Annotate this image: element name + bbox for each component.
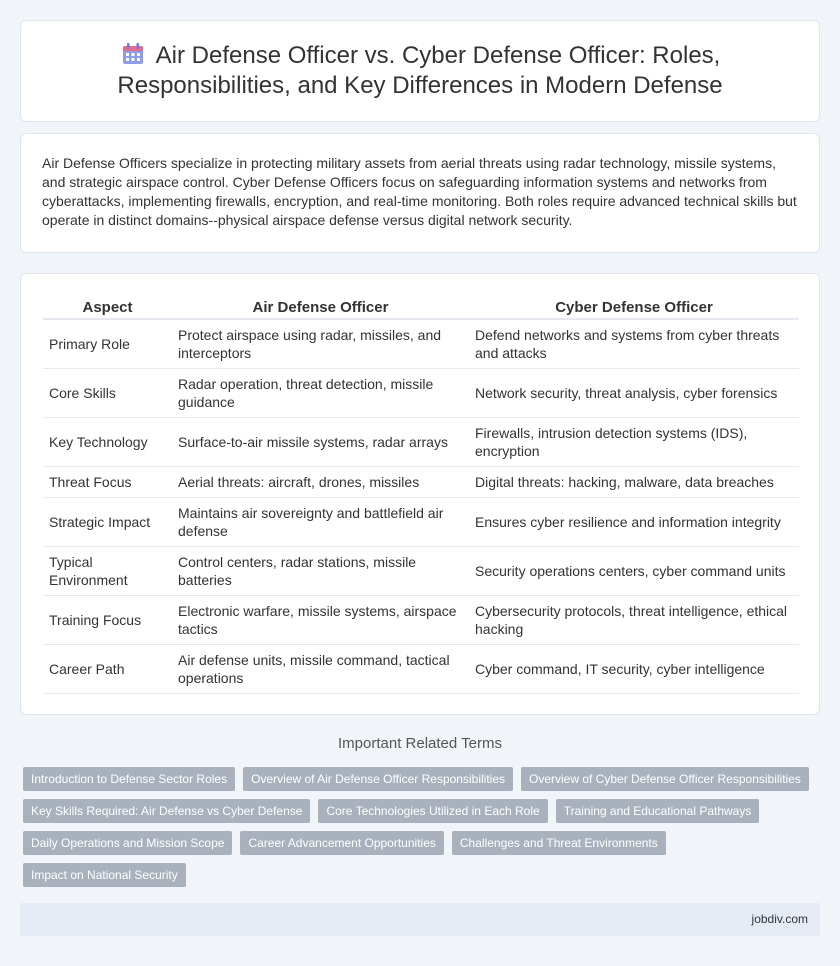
related-term-tag[interactable]: Introduction to Defense Sector Roles <box>23 767 235 791</box>
page-title-text: Air Defense Officer vs. Cyber Defense Officer: Roles, Responsibilities, and Key Differences in Modern Defense <box>117 42 723 99</box>
cell-cyber: Cybersecurity protocols, threat intelligence, ethical hacking <box>469 595 799 644</box>
cell-aspect: Typical Environment <box>43 546 172 595</box>
cell-aspect: Training Focus <box>43 595 172 644</box>
intro-paragraph: Air Defense Officers specialize in protecting military assets from aerial threats using radar technology, missile systems, and strategic airspace control. Cyber Defense Officers focus on safeguarding information systems and networks from cyberattacks, implementing firewalls, encryption, and real-time monitoring. Both roles require advanced technical skills but operate in distinct domains--physical airspace defense versus digital network security. <box>42 155 797 228</box>
cell-air: Radar operation, threat detection, missile guidance <box>172 368 469 417</box>
comparison-card <box>20 273 820 715</box>
related-term-tag[interactable]: Impact on National Security <box>23 863 186 887</box>
related-term-tag[interactable]: Key Skills Required: Air Defense vs Cyber Defense <box>23 799 310 823</box>
table-row <box>43 319 799 368</box>
cell-cyber: Firewalls, intrusion detection systems (IDS), encryption <box>469 417 799 466</box>
cell-aspect: Career Path <box>43 644 172 693</box>
related-term-tag[interactable]: Daily Operations and Mission Scope <box>23 831 232 855</box>
intro-card <box>20 133 820 253</box>
table-row <box>43 595 799 644</box>
related-term-tag[interactable]: Core Technologies Utilized in Each Role <box>318 799 547 823</box>
cell-aspect: Primary Role <box>43 319 172 368</box>
cell-cyber: Cyber command, IT security, cyber intelligence <box>469 644 799 693</box>
footer <box>20 903 820 936</box>
table-row <box>43 368 799 417</box>
header-cyber-defense: Cyber Defense Officer <box>469 294 799 319</box>
cell-air: Surface-to-air missile systems, radar arrays <box>172 417 469 466</box>
cell-aspect: Key Technology <box>43 417 172 466</box>
related-terms-title: Important Related Terms <box>338 735 502 752</box>
related-term-tag[interactable]: Training and Educational Pathways <box>556 799 760 823</box>
cell-air: Electronic warfare, missile systems, airspace tactics <box>172 595 469 644</box>
related-terms-list <box>23 767 823 887</box>
related-term-tag[interactable]: Overview of Air Defense Officer Responsibilities <box>243 767 513 791</box>
cell-cyber: Digital threats: hacking, malware, data breaches <box>469 466 799 497</box>
table-row <box>43 546 799 595</box>
related-term-tag[interactable]: Career Advancement Opportunities <box>240 831 443 855</box>
table-header-row <box>43 294 799 319</box>
table-row <box>43 497 799 546</box>
related-term-tag[interactable]: Overview of Cyber Defense Officer Responsibilities <box>521 767 809 791</box>
cell-cyber: Security operations centers, cyber command units <box>469 546 799 595</box>
cell-air: Control centers, radar stations, missile batteries <box>172 546 469 595</box>
header-air-defense: Air Defense Officer <box>172 294 469 319</box>
cell-air: Maintains air sovereignty and battlefield air defense <box>172 497 469 546</box>
cell-air: Protect airspace using radar, missiles, and interceptors <box>172 319 469 368</box>
header-aspect: Aspect <box>43 294 172 319</box>
cell-cyber: Ensures cyber resilience and information integrity <box>469 497 799 546</box>
calendar-icon <box>120 41 146 67</box>
cell-cyber: Network security, threat analysis, cyber forensics <box>469 368 799 417</box>
comparison-table <box>43 294 799 694</box>
cell-aspect: Threat Focus <box>43 466 172 497</box>
table-row <box>43 644 799 693</box>
cell-aspect: Core Skills <box>43 368 172 417</box>
related-term-tag[interactable]: Challenges and Threat Environments <box>452 831 666 855</box>
cell-air: Aerial threats: aircraft, drones, missiles <box>172 466 469 497</box>
cell-aspect: Strategic Impact <box>43 497 172 546</box>
cell-cyber: Defend networks and systems from cyber threats and attacks <box>469 319 799 368</box>
title-card <box>20 20 820 122</box>
footer-site-link[interactable]: jobdiv.com <box>751 912 808 926</box>
table-row <box>43 417 799 466</box>
cell-air: Air defense units, missile command, tactical operations <box>172 644 469 693</box>
table-row <box>43 466 799 497</box>
page-title <box>60 41 780 101</box>
